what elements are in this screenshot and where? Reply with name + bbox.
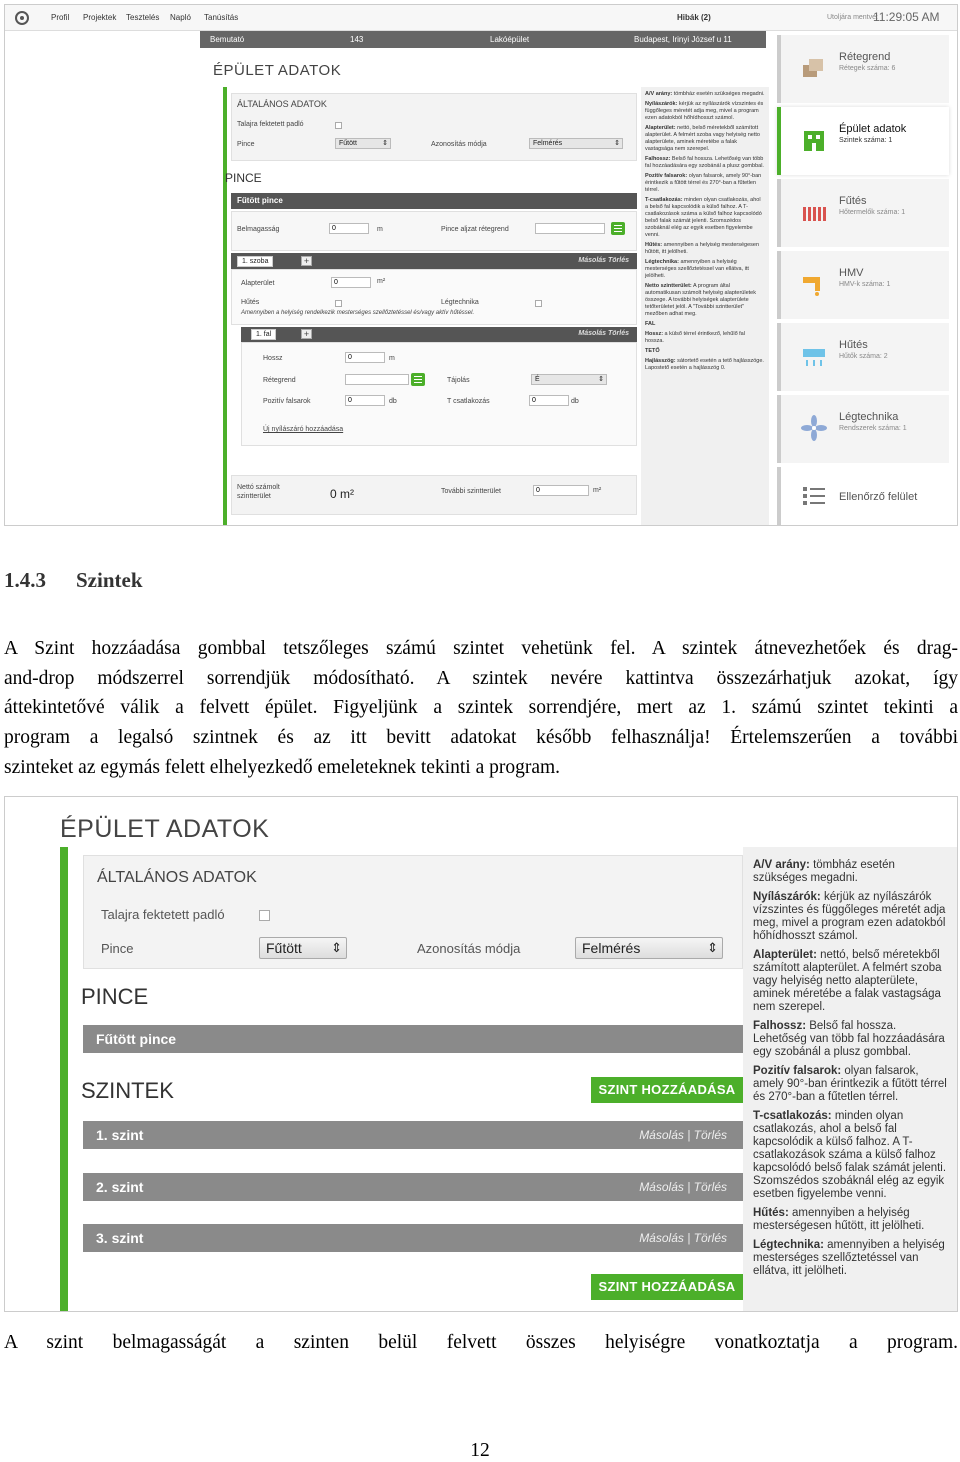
general-heading: ÁLTALÁNOS ADATOK (97, 869, 257, 886)
new-window-link[interactable]: Új nyílászáró hozzáadása (263, 426, 344, 433)
net-area-label-1: Nettó számolt (237, 484, 280, 491)
level-actions[interactable]: Másolás | Törlés (639, 1128, 727, 1142)
id-method-label: Azonosítás módja (417, 941, 521, 956)
room-actions[interactable]: Másolás Törlés (578, 257, 629, 264)
saved-label: Utoljára mentve: (827, 14, 878, 21)
help-term: Falhossz: (753, 1020, 807, 1032)
more-area-input[interactable]: 0 (533, 485, 589, 496)
id-method-select[interactable]: Felmérés ⇕ (575, 937, 723, 959)
help-text: tömbház esetén szükséges megadni. (753, 859, 895, 884)
project-bar (200, 31, 766, 48)
wall-actions[interactable]: Másolás Törlés (578, 330, 629, 337)
side-tile-control-surface[interactable] (777, 467, 949, 526)
height-label: Belmagasság (237, 226, 280, 233)
help-term: A/V arány: (645, 91, 673, 97)
checklist-icon (801, 483, 827, 509)
orientation-select[interactable]: É ⇕ (531, 374, 607, 385)
help-entry (645, 331, 765, 345)
app-logo-icon[interactable] (15, 11, 29, 25)
side-tile-sub: Rétegek száma: 6 (839, 65, 896, 72)
layers-icon (801, 55, 827, 81)
id-method-select[interactable]: Felmérés ⇕ (529, 138, 623, 149)
wall-tab[interactable]: 1. fal (251, 329, 276, 340)
paragraph-line: A Szint hozzáadása gombbal tetszőleges számú szintet vehetünk fel. A szintek átnevezhetőek és drag- (4, 638, 958, 659)
section-title: Szintek (76, 568, 143, 592)
level-row[interactable] (83, 1121, 743, 1149)
paragraph (4, 634, 958, 783)
help-term: Hűtés: (645, 242, 663, 248)
help-entry (645, 242, 765, 256)
side-tile-title: Ellenőrző felület (839, 491, 918, 503)
pince-heading: PINCE (225, 171, 262, 185)
side-tile-sub: Szintek száma: 1 (839, 137, 893, 144)
net-area-label-2: szintterület (237, 493, 271, 500)
building-icon (801, 127, 827, 153)
area-label: Alapterület (241, 280, 275, 287)
floor-checkbox[interactable] (335, 122, 342, 129)
wall-layer-label: Rétegrend (263, 377, 296, 384)
help-text: amennyiben a helyiség mesterséges szellőztetéssel van ellátva, itt jelölheti. (753, 1239, 945, 1277)
add-room-icon[interactable]: + (301, 256, 312, 266)
length-unit: m (389, 355, 395, 362)
help-entry (753, 891, 949, 943)
help-entry (753, 1065, 949, 1104)
help-entry (645, 259, 765, 280)
page-number: 12 (470, 1440, 490, 1461)
side-tile-title: Hűtés (839, 339, 868, 351)
side-tile-sub: HMV-k száma: 1 (839, 281, 891, 288)
area-input[interactable]: 0 (331, 277, 371, 288)
fan-icon (801, 415, 827, 441)
add-wall-icon[interactable]: + (301, 329, 312, 339)
help-term: Pozitív falsarok: (753, 1065, 842, 1077)
level-name[interactable]: 2. szint (96, 1179, 144, 1195)
help-text: tömbház esetén szükséges megadni. (672, 91, 765, 97)
orientation-label: Tájolás (447, 377, 470, 384)
basement-label: Pince (101, 941, 134, 956)
room-card (231, 269, 637, 325)
help-entry (753, 949, 949, 1014)
add-level-button[interactable]: SZINT HOZZÁADÁSA (591, 1274, 743, 1300)
positive-corner-unit: db (389, 398, 397, 405)
page-title: ÉPÜLET ADATOK (213, 62, 342, 79)
project-name: Bemutató (210, 35, 245, 44)
help-term: Nyílászárók: (645, 101, 678, 107)
heated-basement-label: Fűtött pince (96, 1031, 177, 1047)
side-tile-layers[interactable] (777, 35, 949, 103)
help-text: amennyiben a helyiség mesterségesen hűtött, itt jelölheti. (753, 1207, 925, 1232)
area-unit: m² (377, 278, 386, 285)
wall-layer-list-icon[interactable] (411, 373, 425, 386)
level-actions[interactable]: Másolás | Törlés (639, 1231, 727, 1245)
t-joint-label: T csatlakozás (447, 398, 490, 405)
general-heading: ÁLTALÁNOS ADATOK (237, 99, 327, 109)
saved-time: 11:29:05 AM (873, 10, 940, 24)
help-text: nettó, belső méretekből számított alapterület. A felmért szoba vagy helyiség netto alapterülete, aminek méretébe a falak vastagsága nem szerepel. (753, 949, 942, 1013)
room-tab[interactable]: 1. szoba (237, 256, 273, 267)
basement-floor-label: Pince aljzat rétegrend (441, 226, 509, 233)
level-row[interactable] (83, 1173, 743, 1201)
nav-tanusitas[interactable]: Tanúsítás (204, 13, 239, 22)
cooling-checkbox[interactable] (335, 300, 342, 307)
help-term: Hűtés: (753, 1207, 789, 1219)
help-entry (753, 859, 949, 885)
positive-corner-input[interactable]: 0 (345, 395, 385, 406)
help-entry (645, 173, 765, 194)
ventilation-label: Légtechnika (441, 299, 479, 306)
side-tile-sub: Hőtermelők száma: 1 (839, 209, 906, 216)
add-level-button[interactable]: SZINT HOZZÁADÁSA (591, 1077, 743, 1103)
help-text: nettó, belső méretekből számított alapterület. A felmért szoba vagy helyiség netto alapterülete, aminek méretébe a falak vastagsága nem szerepel. (645, 125, 760, 152)
help-term: Hajlásszög: (645, 358, 676, 364)
help-term: FAL (645, 321, 656, 327)
t-joint-input[interactable]: 0 (529, 395, 569, 406)
room-bar (231, 253, 637, 269)
help-term: Légtechnika: (753, 1239, 824, 1251)
side-tile-cooling[interactable] (777, 323, 949, 391)
help-term: Pozitív falsarok: (645, 173, 688, 179)
faucet-icon (801, 271, 827, 297)
help-text: Belső fal hossza. Lehetőség van több fal hozzáadására egy szobánál a plusz gombbal. (645, 156, 764, 169)
help-text: amennyiben a helyiség mesterségesen hűtött, itt jelölheti. (645, 242, 760, 255)
nav-teszteles[interactable]: Tesztelés (126, 13, 160, 22)
more-area-unit: m² (593, 487, 602, 494)
length-label: Hossz (263, 355, 283, 362)
help-text: kérjük az nyílászárók vízszintes és függőleges méretét adja meg, mivel a program ezen adatokból hőhídhosszt számol. (645, 101, 764, 121)
help-entry (645, 283, 765, 318)
help-term: Nyílászárók: (753, 891, 821, 903)
help-text: a külső térrel érintkező, lehűlő fal hossza. (645, 331, 745, 344)
page-title: ÉPÜLET ADATOK (60, 815, 270, 843)
project-type: Lakóépület (490, 35, 530, 44)
project-id: 143 (350, 35, 364, 44)
help-entry (645, 125, 765, 153)
bottom-sentence: A szint belmagasságát a szinten belül felvett összes helyiségre vonatkoztatja a program. (4, 1332, 958, 1353)
heated-basement-bar[interactable] (83, 1025, 743, 1053)
cooling-label: Hűtés (241, 299, 260, 306)
basement-select[interactable]: Fűtött ⇕ (259, 937, 347, 959)
help-term: A/V arány: (753, 859, 810, 871)
length-input[interactable]: 0 (345, 352, 385, 363)
paragraph-line: and-drop módszerrel sorrendjük módosítható. A szintek nevére kattintva összezárhatjuk azokat, így (4, 667, 958, 689)
help-entry (645, 197, 765, 239)
help-entry (645, 358, 765, 372)
level-name[interactable]: 3. szint (96, 1230, 144, 1246)
nav-naplo[interactable]: Napló (170, 13, 191, 22)
help-entry (753, 1020, 949, 1059)
heated-basement-bar[interactable] (231, 193, 637, 209)
radiator-icon (801, 199, 827, 225)
screenshot-building-data (4, 4, 958, 526)
height-input[interactable]: 0 (329, 223, 369, 234)
errors-link[interactable]: Hibák (2) (677, 13, 711, 22)
side-tile-heating[interactable] (777, 179, 949, 247)
layer-list-icon[interactable] (611, 222, 625, 235)
help-term: Hossz: (645, 331, 664, 337)
t-joint-unit: db (571, 398, 579, 405)
nav-profil[interactable]: Profil (51, 13, 70, 22)
side-tile-hot-water[interactable] (777, 251, 949, 319)
nav-projektek[interactable]: Projektek (83, 13, 117, 22)
help-text: amennyiben a helyiség mesterséges szellőztetéssel van ellátva, itt jelölheti. (645, 259, 749, 279)
help-term: TETŐ (645, 348, 660, 354)
help-text: kérjük az nyílászárók vízszintes és függőleges méretét adja meg, mivel a program ezen adatokból hőhídhosszt számol. (753, 891, 946, 942)
side-tile-building-data[interactable] (777, 107, 949, 175)
help-text: sátortető esetén a tető hajlásszöge. Lapostető esetén a hajlásszög 0. (645, 358, 764, 371)
project-address: Budapest, Irinyi József u 11 (634, 35, 732, 44)
more-area-label: További szintterület (441, 488, 501, 495)
section-heading (4, 568, 143, 593)
help-entry (645, 348, 765, 355)
help-term: Alapterület: (645, 125, 676, 131)
help-entry (753, 1110, 949, 1201)
help-entry (645, 91, 765, 98)
help-panel (641, 87, 769, 526)
help-term: Légtechnika: (645, 259, 679, 265)
side-tile-ventilation[interactable] (777, 395, 949, 463)
levels-heading: SZINTEK (81, 1078, 174, 1103)
basement-floor-input[interactable] (535, 223, 605, 234)
help-entry (753, 1207, 949, 1233)
id-method-label: Azonosítás módja (431, 141, 487, 148)
help-entry (645, 101, 765, 122)
screenshot-levels (4, 796, 958, 1312)
side-tile-sub: Hűtők száma: 2 (839, 353, 888, 360)
side-tile-title: Légtechnika (839, 411, 899, 423)
pince-heading: PINCE (81, 984, 149, 1009)
help-entry (645, 156, 765, 170)
help-entry (645, 321, 765, 328)
help-term: Falhossz: (645, 156, 671, 162)
positive-corner-label: Pozitív falsarok (263, 398, 311, 405)
height-unit: m (377, 226, 383, 233)
paragraph-line: program a legalsó szintnek és az itt bevitt adatokat később felhasználja! Értelemszerűen a további (4, 727, 958, 749)
help-panel (743, 847, 958, 1312)
help-text: olyan falsarok, amely 90°-ban érintkezik a fűtött térrel és 270°-ban a fűtetlen térrel. (645, 173, 762, 193)
heated-basement-label: Fűtött pince (237, 196, 283, 205)
floor-label: Talajra fektetett padló (101, 907, 225, 922)
help-text: A program által automatikusan számolt helyiség alapterületek összege. A további helyiségek alapterülete tetőterületet jelöl. A "További szintterület" mezőben adhat meg. (645, 283, 756, 317)
top-navigation (5, 5, 958, 31)
side-tile-title: Fűtés (839, 195, 867, 207)
basement-select[interactable]: Fűtött ⇕ (335, 138, 391, 149)
help-text: Belső fal hossza. Lehetőség van több fal hozzáadására egy szobánál a plusz gombbal. (753, 1020, 945, 1058)
side-tile-title: Épület adatok (839, 123, 907, 135)
paragraph-line: áttekintetővé válik a felvett épület. Figyeljünk a szintek sorrendjére, mert az 1. számú szintet tekinti a (4, 697, 958, 719)
help-text: olyan falsarok, amely 90°-ban érintkezik a fűtött térrel és 270°-ban a fűtetlen térrel. (753, 1065, 947, 1103)
section-accent-bar (60, 847, 68, 1312)
help-term: Netto szintterület: (645, 283, 692, 289)
floor-checkbox[interactable] (259, 910, 270, 921)
wall-layer-input[interactable] (345, 374, 409, 385)
section-accent-bar (223, 87, 227, 526)
section-number: 1.4.3 (4, 568, 46, 592)
help-text: minden olyan csatlakozás, ahol a belső fal kapcsolódik a külső falhoz. A T-csatlakozások száma a külső falhoz kapcsolódó belső falak számát jelenti. Szomszédos szobáknál elég az egyik esetben figyelembe venni. (645, 197, 762, 238)
side-tile-title: Rétegrend (839, 51, 891, 63)
floor-label: Talajra fektetett padló (237, 121, 304, 128)
level-row[interactable] (83, 1224, 743, 1252)
side-tile-sub: Rendszerek száma: 1 (839, 425, 907, 432)
help-entry (753, 1239, 949, 1278)
help-term: T-csatlakozás: (645, 197, 683, 203)
ventilation-note: Amennyiben a helyiség rendelkezik mesterséges szellőztetéssel és/vagy aktív hűtéssel. (241, 310, 475, 316)
paragraph-line: szinteket az egymás felett elhelyezkedő emeleteknek tekinti a program. (4, 756, 561, 778)
side-tile-title: HMV (839, 267, 864, 279)
level-name[interactable]: 1. szint (96, 1127, 144, 1143)
ventilation-checkbox[interactable] (535, 300, 542, 307)
help-term: Alapterület: (753, 949, 817, 961)
net-area-value: 0 m² (330, 487, 354, 501)
level-actions[interactable]: Másolás | Törlés (639, 1180, 727, 1194)
air-conditioner-icon (801, 343, 827, 369)
basement-label: Pince (237, 141, 255, 148)
help-term: T-csatlakozás: (753, 1110, 832, 1122)
help-text: minden olyan csatlakozás, ahol a belső fal kapcsolódik a külső falhoz. A T-csatlakozások száma a külső falhoz kapcsolódó belső falak számát jelenti. Szomszédos szobáknál elég az egyik esetben figyelembe venni. (753, 1110, 947, 1200)
